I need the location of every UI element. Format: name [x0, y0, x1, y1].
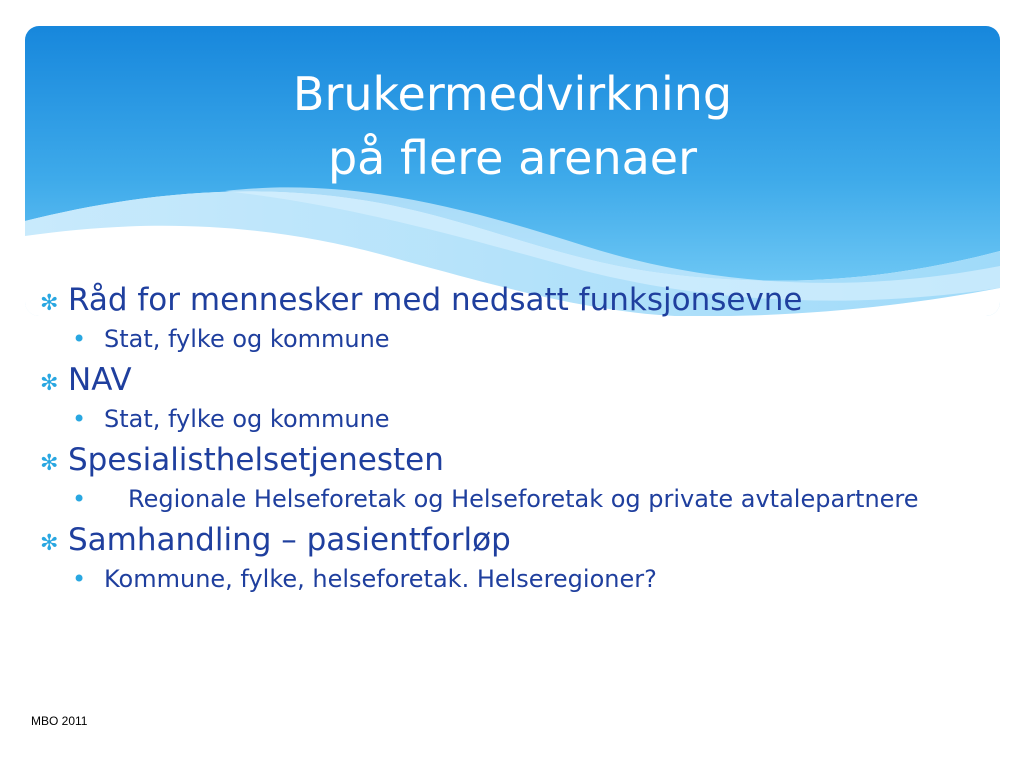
- bullet-level2: [72, 404, 990, 434]
- title-line-2: på flere arenaer: [327, 131, 698, 185]
- dot-bullet-icon: •: [72, 405, 87, 433]
- bullet-level1: [40, 360, 990, 404]
- list-item: [40, 520, 990, 594]
- item-label: Samhandling – pasientforløp: [68, 522, 511, 558]
- asterisk-bullet-icon: ✻: [40, 451, 59, 476]
- bullet-list: [40, 280, 990, 594]
- item-label: Råd for mennesker med nedsatt funksjonsevne: [68, 282, 803, 318]
- list-item: [40, 280, 990, 354]
- dot-bullet-icon: •: [72, 325, 87, 353]
- asterisk-bullet-icon: ✻: [40, 291, 59, 316]
- bullet-level2: [72, 484, 990, 514]
- slide-title: [25, 62, 1000, 190]
- item-label: NAV: [68, 362, 132, 398]
- bullet-level2: [72, 324, 990, 354]
- item-label: Spesialisthelsetjenesten: [68, 442, 444, 478]
- item-sub: Regionale Helseforetak og Helseforetak og private avtalepartnere: [128, 485, 919, 513]
- dot-bullet-icon: •: [72, 565, 87, 593]
- bullet-level2: [72, 564, 990, 594]
- list-item: [40, 440, 990, 514]
- asterisk-bullet-icon: ✻: [40, 371, 59, 396]
- dot-bullet-icon: •: [72, 485, 87, 513]
- title-line-1: Brukermedvirkning: [292, 67, 733, 121]
- bullet-level1: [40, 280, 990, 324]
- bullet-level1: [40, 520, 990, 564]
- asterisk-bullet-icon: ✻: [40, 531, 59, 556]
- list-item: [40, 360, 990, 434]
- item-sub: Kommune, fylke, helseforetak. Helseregioner?: [104, 565, 657, 593]
- footer-text: MBO 2011: [31, 714, 88, 728]
- item-sub: Stat, fylke og kommune: [104, 325, 390, 353]
- bullet-level1: [40, 440, 990, 484]
- item-sub: Stat, fylke og kommune: [104, 405, 390, 433]
